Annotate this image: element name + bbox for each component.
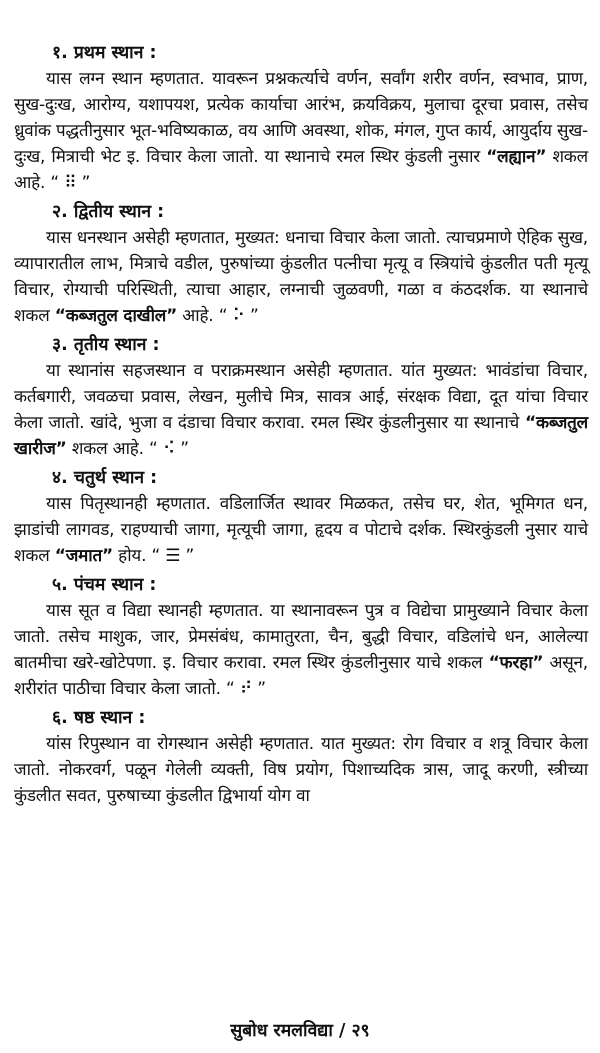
body-text-end: असून, शरीरांत पाठीचा विचार केला जातो. “ ⠞ ” — [14, 653, 588, 699]
body-text-end: होय. “ ☰ ” — [112, 546, 195, 566]
section-body — [14, 225, 588, 329]
section-heading: ५. पंचम स्थान : — [52, 575, 157, 595]
section-body — [14, 598, 588, 702]
section-body — [14, 731, 588, 809]
page-footer: सुबोध रमलविद्या / २९ — [230, 1021, 370, 1041]
section-pratham-sthan — [14, 40, 588, 196]
body-text-end: आहे. “ ⠕ ” — [177, 306, 259, 326]
section-heading: ६. षष्ठ स्थान : — [52, 708, 146, 728]
section-tritiya-sthan — [14, 332, 588, 462]
shakal-name: “कब्जतुल खारीज” — [14, 413, 588, 459]
section-heading: २. द्वितीय स्थान : — [52, 202, 165, 222]
section-shashth-sthan — [14, 705, 588, 809]
shakal-name: “लह्यान” — [486, 147, 547, 167]
body-text-end: शकल आहे. “ ⠪ ” — [66, 439, 189, 459]
section-body — [14, 491, 588, 569]
body-text: यास लग्न स्थान म्हणतात. यावरून प्रश्नकर्त्याचे वर्णन, सर्वांग शरीर वर्णन, स्वभाव, प्राण, सुख-दुःख, आरोग्य, यशापयश, प्रत्येक कार्याचा आरंभ, क्रयविक्रय, मुलाचा दूरचा प्रवास, तसेच ध्रुवांक पद्धतीनुसार भूत-भविष्यकाळ, वय आणि अवस्था, शोक, मंगल, गुप्त कार्य, आयुर्दाय सुख-दुःख, मित्राची भेट इ. विचार केला जातो. या स्थानाचे रमल स्थिर कुंडली नुसार — [14, 69, 588, 167]
shakal-name: “फरहा” — [488, 653, 544, 673]
section-dwitiya-sthan — [14, 199, 588, 329]
section-body — [14, 66, 588, 196]
section-pancham-sthan — [14, 572, 588, 702]
shakal-name: “जमात” — [54, 546, 113, 566]
body-text-end: शकल आहे. “ ⠿ ” — [14, 147, 588, 193]
section-chaturth-sthan — [14, 465, 588, 569]
body-text: यास सूत व विद्या स्थानही म्हणतात. या स्थानावरून पुत्र व विद्येचा प्रामुख्याने विचार केला जातो. तसेच माशुक, जार, प्रेमसंबंध, कामातुरता, चैन, बुद्धी विचार, वडिलांचे धन, आलेल्या बातमीचा खरे-खोटेपणा. इ. विचार करावा. रमल स्थिर कुंडलीनुसार याचे शकल — [14, 601, 588, 673]
body-text: यांस रिपुस्थान वा रोगस्थान असेही म्हणतात. यात मुख्यत: रोग विचार व शत्रू विचार केला जातो. नोकरवर्ग, पळून गेलेली व्यक्ती, विष प्रयोग, पिशाच्यदिक त्रास, जादू करणी, स्त्रीच्या कुंडलीत सवत, पुरुषाच्या कुंडलीत द्विभार्या योग वा — [14, 734, 588, 806]
body-text: या स्थानांस सहजस्थान व पराक्रमस्थान असेही म्हणतात. यांत मुख्यत: भावंडांचा विचार, कर्तबगारी, जवळचा प्रवास, लेखन, मुलीचे मित्र, सावत्र आई, संरक्षक विद्या, दूत यांचा विचार केला जातो. खांदे, भुजा व दंडाचा विचार करावा. रमल स्थिर कुंडलीनुसार या स्थानाचे — [14, 361, 588, 433]
body-text: यास धनस्थान असेही म्हणतात, मुख्यत: धनाचा विचार केला जातो. त्याचप्रमाणे ऐहिक सुख, व्यापारातील लाभ, मित्राचे वडील, पुरुषांच्या कुंडलीत पत्नीचा मृत्यू व स्त्रियांचे कुंडलीत पती मृत्यू विचार, रोग्याची परिस्थिती, त्याचा आहार, लग्नाची जुळवणी, गळा व कंठदर्शक. या स्थानाचे शकल — [14, 228, 588, 326]
body-text: यास पितृस्थानही म्हणतात. वडिलार्जित स्थावर मिळकत, तसेच घर, शेत, भूमिगत धन, झाडांची लागवड, राहण्याची जागा, मृत्यूची जागा, हृदय व पोटाचे दर्शक. स्थिरकुंडली नुसार याचे शकल — [14, 494, 588, 566]
section-heading: १. प्रथम स्थान : — [52, 43, 157, 63]
section-heading: ३. तृतीय स्थान : — [52, 335, 160, 355]
section-heading: ४. चतुर्थ स्थान : — [52, 468, 158, 488]
section-body — [14, 358, 588, 462]
shakal-name: “कब्जतुल दाखील” — [54, 306, 178, 326]
